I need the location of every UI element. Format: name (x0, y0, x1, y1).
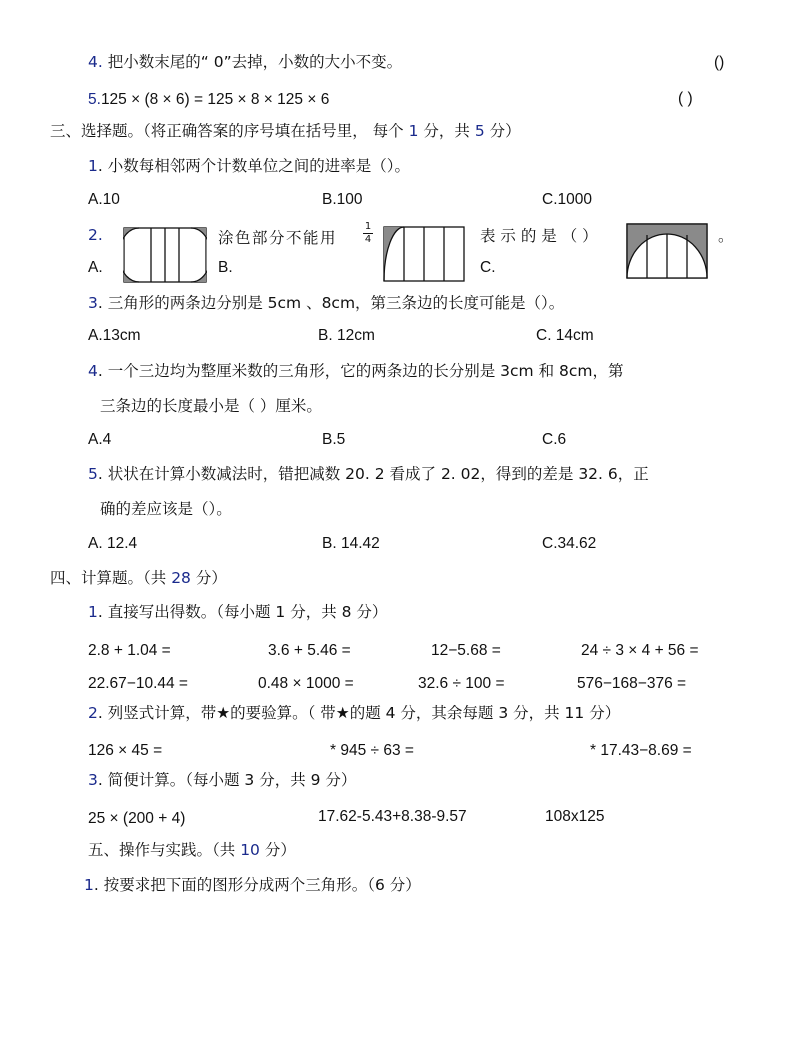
calc-item: 12−5.68 = (431, 642, 501, 659)
question-number: 4 (88, 53, 98, 71)
question-text: . 简便计算。（每小题 3 分，共 9 分） (97, 771, 357, 789)
question-number: 3 (88, 771, 98, 789)
calc-item: 2.8 + 1.04 = (88, 642, 171, 659)
calc-item: 22.67−10.44 = (88, 675, 188, 692)
heading-number: 28 (171, 569, 191, 587)
question-number-dot: . (97, 226, 103, 244)
question-number: 5 (88, 465, 98, 483)
question-number: 3 (88, 294, 98, 312)
figure-a (123, 227, 207, 283)
calc-item: 32.6 ÷ 100 = (418, 675, 505, 692)
question-text: 把小数末尾的“ 0”去掉，小数的大小不变。 (107, 53, 403, 71)
answer-paren: ( ) (678, 90, 693, 107)
heading-text: 分） (259, 841, 296, 859)
judge-q4 (88, 52, 402, 72)
section-3-heading (50, 121, 521, 141)
calc-item: * 945 ÷ 63 = (330, 742, 414, 759)
heading-text: 三、选择题。（将正确答案的序号填在括号里， 每个 (50, 122, 409, 140)
judge-q5 (88, 90, 329, 110)
option-a: A. (88, 259, 103, 276)
question-text: . 状状在计算小数减法时，错把减数 20. 2 看成了 2. 02，得到的差是 32. 6，正 (97, 465, 649, 483)
calc-item: 0.48 × 1000 = (258, 675, 354, 692)
calc-item: 17.62-5.43+8.38-9.57 (318, 808, 467, 825)
section-4-heading (50, 568, 227, 588)
fraction-one-quarter (363, 222, 373, 245)
s3-q5 (88, 464, 649, 484)
calc-item: * 17.43−8.69 = (590, 742, 692, 759)
question-number: 1 (88, 603, 98, 621)
s3-q1 (88, 156, 410, 176)
calc-item: 108x125 (545, 808, 605, 825)
s5-q1 (84, 875, 421, 895)
option-b: B. 14.42 (322, 535, 380, 552)
heading-text: 四、计算题。（共 (50, 569, 172, 587)
s3-q2-text: 涂色部分不能用 (218, 229, 338, 247)
s4-q1 (88, 602, 387, 622)
question-text: . 按要求把下面的图形分成两个三角形。（6 分） (93, 876, 421, 894)
question-number: 4 (88, 362, 98, 380)
heading-number: 1 (408, 122, 419, 140)
s3-q3 (88, 293, 564, 313)
calc-item: 24 ÷ 3 × 4 + 56 = (581, 642, 699, 659)
s3-q4 (88, 361, 623, 381)
question-number-dot: . (97, 53, 103, 71)
question-text: . 一个三边均为整厘米数的三角形，它的两条边的长分别是 3cm 和 8cm，第 (97, 362, 624, 380)
heading-number: 5 (474, 122, 485, 140)
question-text: . 直接写出得数。（每小题 1 分，共 8 分） (97, 603, 388, 621)
heading-text: 五、操作与实践。（共 (88, 841, 241, 859)
option-a: A.13cm (88, 327, 141, 344)
calc-item: 25 × (200 + 4) (88, 810, 186, 827)
option-b: B.5 (322, 431, 346, 448)
answer-paren: () (714, 54, 725, 71)
option-c: C.1000 (542, 191, 592, 208)
question-text: . 三角形的两条边分别是 5cm 、8cm，第三条边的长度可能是（）。 (97, 294, 565, 312)
fraction-numerator: 1 (364, 221, 372, 232)
option-a: A.4 (88, 431, 112, 448)
question-number: 1 (84, 876, 94, 894)
heading-text: 分） (484, 122, 521, 140)
question-number: 2 (88, 226, 98, 244)
option-a: A. 12.4 (88, 535, 138, 552)
section-5-heading (88, 840, 296, 860)
fraction-denominator: 4 (364, 234, 372, 245)
calc-item: 126 × 45 = (88, 742, 163, 759)
s4-q2 (88, 703, 620, 723)
figure-c (626, 223, 708, 279)
question-number: 2 (88, 704, 98, 722)
question-number: 5. (88, 91, 101, 108)
option-b: B. (218, 259, 233, 276)
s4-q3 (88, 770, 356, 790)
s3-q2-tail: 表 示 的 是 （ ） (480, 227, 598, 245)
calc-item: 576−168−376 = (577, 675, 687, 692)
s3-q2-end: 。 (718, 227, 734, 245)
figure-b (383, 226, 465, 282)
option-b: B.100 (322, 191, 363, 208)
option-a: A.10 (88, 191, 120, 208)
option-b: B. 12cm (318, 327, 375, 344)
option-c: C. 14cm (536, 327, 594, 344)
s3-q2-number (88, 225, 103, 245)
heading-number: 10 (240, 841, 260, 859)
question-text: . 列竖式计算，带★的要验算。（ 带★的题 4 分，其余每题 3 分，共 11 分） (97, 704, 621, 722)
s3-q5-line2: 确的差应该是（）。 (100, 500, 232, 518)
option-c: C. (480, 259, 496, 276)
heading-text: 分） (190, 569, 227, 587)
option-c: C.34.62 (542, 535, 597, 552)
question-text: 125 × (8 × 6) = 125 × 8 × 125 × 6 (100, 91, 330, 108)
option-c: C.6 (542, 431, 567, 448)
question-number: 1 (88, 157, 98, 175)
heading-text: 分，共 (418, 122, 475, 140)
calc-item: 3.6 + 5.46 = (268, 642, 351, 659)
s3-q4-line2: 三条边的长度最小是（ ）厘米。 (100, 397, 322, 415)
question-text: . 小数每相邻两个计数单位之间的进率是（）。 (97, 157, 410, 175)
